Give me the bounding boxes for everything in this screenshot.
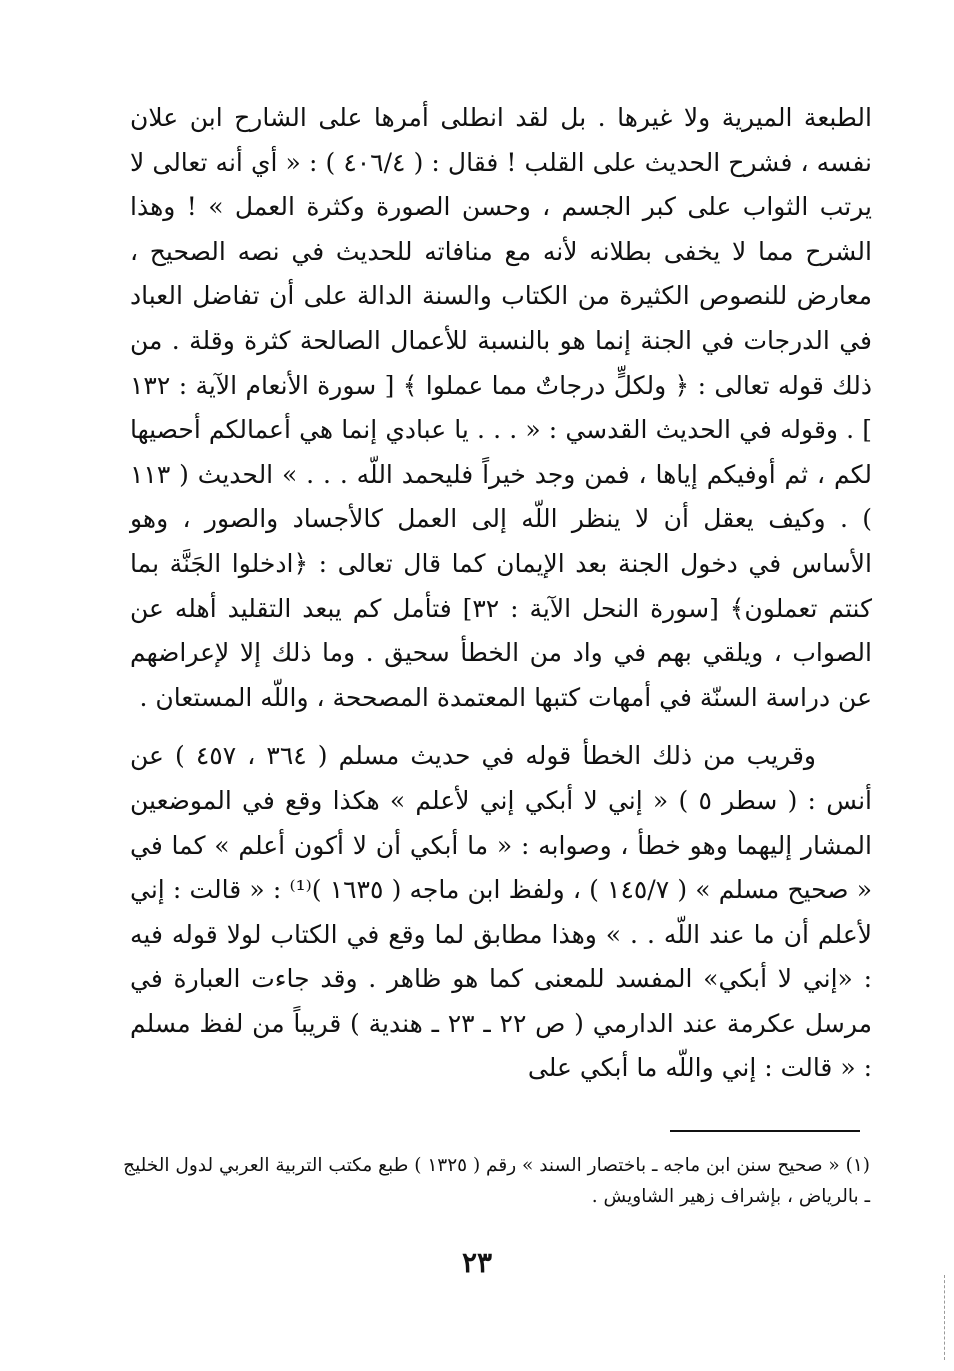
footnote-separator [670, 1130, 860, 1132]
paragraph-1: الطبعة الميرية ولا غيرها . بل لقد انطلى أمرها على الشارح ابن علان نفسه ، فشرح الحديث على القلب ! فقال : ( ٤٠٦/٤ ) : « أي أنه تعالى لا يرتب الثواب على كبر الجسم ، وحسن الصورة وكثرة العمل » ! وهذا الشرح مما لا يخفى بطلانه لأنه مع منافاته للحديث في نصه الصحيح ، معارض للنصوص الكثيرة من الكتاب والسنة الدالة على أن تفاضل العباد في الدرجات في الجنة إنما هو بالنسبة للأعمال الصالحة كثرة وقلة . من ذلك قوله تعالى : ﴿ ولكلٍّ درجاتٌ مما عملوا ﴾ [ سورة الأنعام الآية : ١٣٢ ] . وقوله في الحديث القدسي : « . . . يا عبادي إنما هي أعمالكم أحصيها لكم ، ثم أوفيكم إياها ، فمن وجد خيراً فليحمد اللّه . . . » الحديث ( ١١٣ ) . وكيف يعقل أن لا ينظر اللّه إلى العمل كالأجساد والصور ، وهو الأساس في دخول الجنة بعد الإيمان كما قال تعالى : ﴿ادخلوا الجَنَّة بما كنتم تعملون﴾ [سورة النحل الآية : ٣٢] فتأمل كم يبعد التقليد أهله عن الصواب ، ويلقي بهم في واد من الخطأ سحيق . وما ذلك إلا لإعراضهم عن دراسة السنّة في أمهات كتبها المعتمدة المصححة ، واللّه المستعان . [130, 103, 872, 712]
footnote: (١) « صحيح سنن ابن ماجه ـ باختصار السند » رقم ( ١٣٢٥ ) طبع مكتب التربية العربي لدول الخليج ـ بالرياض ، بإشراف زهير الشاويش . [123, 1155, 870, 1207]
paragraph-2: وقريب من ذلك الخطأ قوله في حديث مسلم ( ٣٦٤ ، ٤٥٧ ) عن أنس : ( سطر ٥ ) « إني لا أبكي إني لأعلم » هكذا وقع في الموضعين المشار إليهما وهو خطأ ، وصوابه : « ما أبكي أن لا أكون أعلم » كما في « صحيح مسلم » ( ١٤٥/٧ ) ، ولفظ ابن ماجه ( ١٦٣٥ )⁽¹⁾ : « قالت : إني لأعلم أن ما عند اللّه . . » وهذا مطابق لما وقع في الكتاب لولا قوله فيه : «إني لا أبكي» المفسد للمعنى كما هو ظاهر . وقد جاءت العبارة في مرسل عكرمة عند الدارمي ( ص ٢٢ ـ ٢٣ ـ هندية ) قريباً من لفظ مسلم : « قالت : إني واللّه ما أبكي على [130, 741, 873, 1083]
page-number: ٢٣ [461, 1246, 493, 1279]
main-text-block [130, 96, 872, 1091]
margin-line [944, 1275, 945, 1360]
